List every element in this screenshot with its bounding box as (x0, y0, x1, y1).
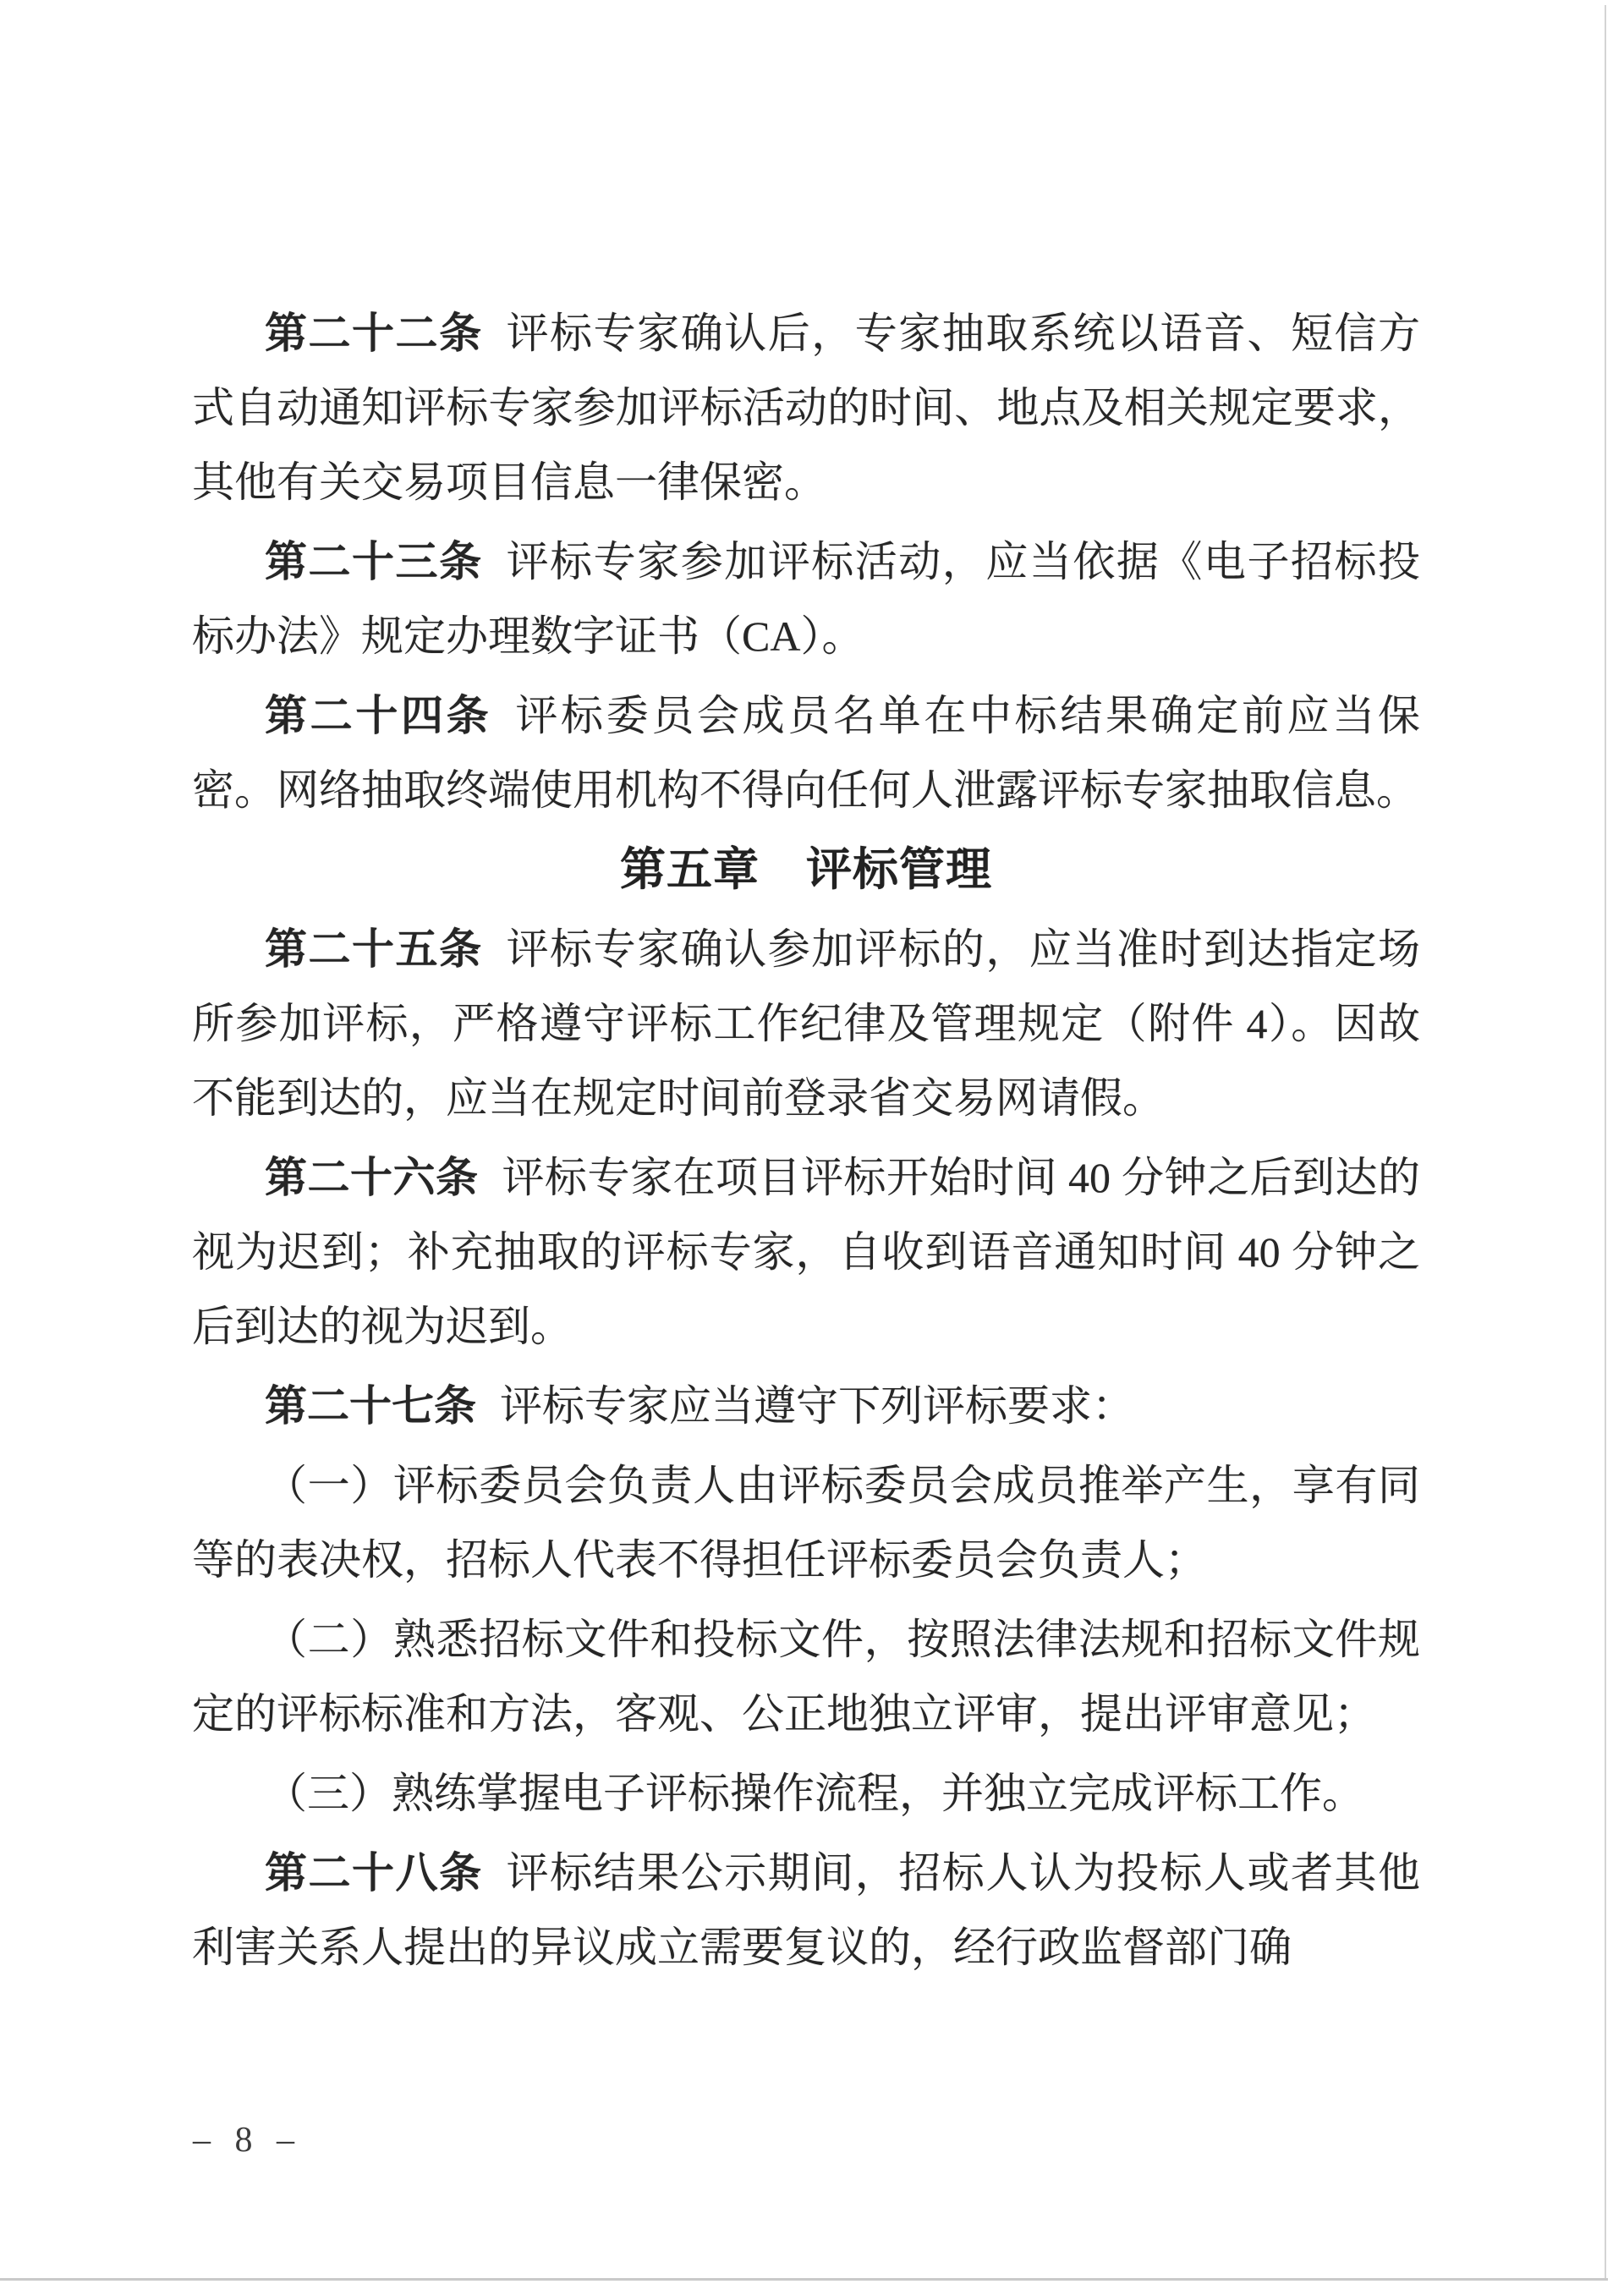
article-number: 第二十三条 (265, 538, 483, 585)
article-paragraph (192, 912, 1420, 1135)
article-text: 评标结果公示期间，招标人认为投标人或者其他利害关系人提出的异议成立需要复议的，经行政监督部门确 (192, 1849, 1421, 1971)
article-number: 第二十八条 (265, 1849, 483, 1897)
article-text: 评标专家在项目评标开始时间 40 分钟之后到达的视为迟到；补充抽取的评标专家，自收到语音通知时间 40 分钟之后到达的视为迟到。 (192, 1154, 1420, 1350)
page-edge-shadow-vertical (1605, 5, 1606, 2279)
article-text: 评标专家参加评标活动，应当依据《电子招标投标办法》规定办理数字证书（CA）。 (192, 538, 1421, 660)
article-number: 第二十五条 (265, 925, 483, 973)
article-number: 第二十六条 (265, 1154, 479, 1201)
article-number: 第二十七条 (265, 1382, 476, 1430)
article-text: （二）熟悉招标文件和投标文件，按照法律法规和招标文件规定的评标标准和方法，客观、公正地独立评审，提出评审意见； (192, 1616, 1420, 1738)
article-paragraph (192, 1369, 1420, 1443)
article-paragraph (192, 296, 1420, 519)
article-text: 评标专家确认后，专家抽取系统以语音、短信方式自动通知评标专家参加评标活动的时间、地点及相关规定要求，其他有关交易项目信息一律保密。 (192, 310, 1421, 506)
article-text: （一）评标委员会负责人由评标委员会成员推举产生，享有同等的表决权，招标人代表不得担任评标委员会负责人； (192, 1462, 1420, 1584)
article-paragraph (192, 524, 1420, 673)
article-text: （三）熟练掌握电子评标操作流程，并独立完成评标工作。 (265, 1770, 1364, 1817)
article-number: 第二十二条 (265, 310, 483, 357)
page-number: – 8 – (193, 2121, 302, 2160)
article-item-paragraph (192, 1602, 1420, 1751)
article-paragraph (192, 1836, 1420, 1985)
chapter-heading: 第五章 评标管理 (620, 844, 992, 895)
article-number: 第二十四条 (265, 692, 492, 739)
article-item-paragraph (192, 1448, 1420, 1597)
article-text: 评标委员会成员名单在中标结果确定前应当保密。网络抽取终端使用机构不得向任何人泄露评标专家抽取信息。 (192, 692, 1421, 814)
page-edge-shadow-horizontal (0, 2278, 1608, 2281)
article-paragraph (192, 1140, 1420, 1364)
article-text: 评标专家确认参加评标的，应当准时到达指定场所参加评标，严格遵守评标工作纪律及管理规定（附件 4）。因故不能到达的，应当在规定时间前登录省交易网请假。 (192, 925, 1421, 1122)
article-item-paragraph (192, 1756, 1420, 1831)
article-paragraph (192, 678, 1420, 827)
document-body (192, 0, 1420, 1985)
article-text: 评标专家应当遵守下列评标要求： (500, 1382, 1134, 1430)
